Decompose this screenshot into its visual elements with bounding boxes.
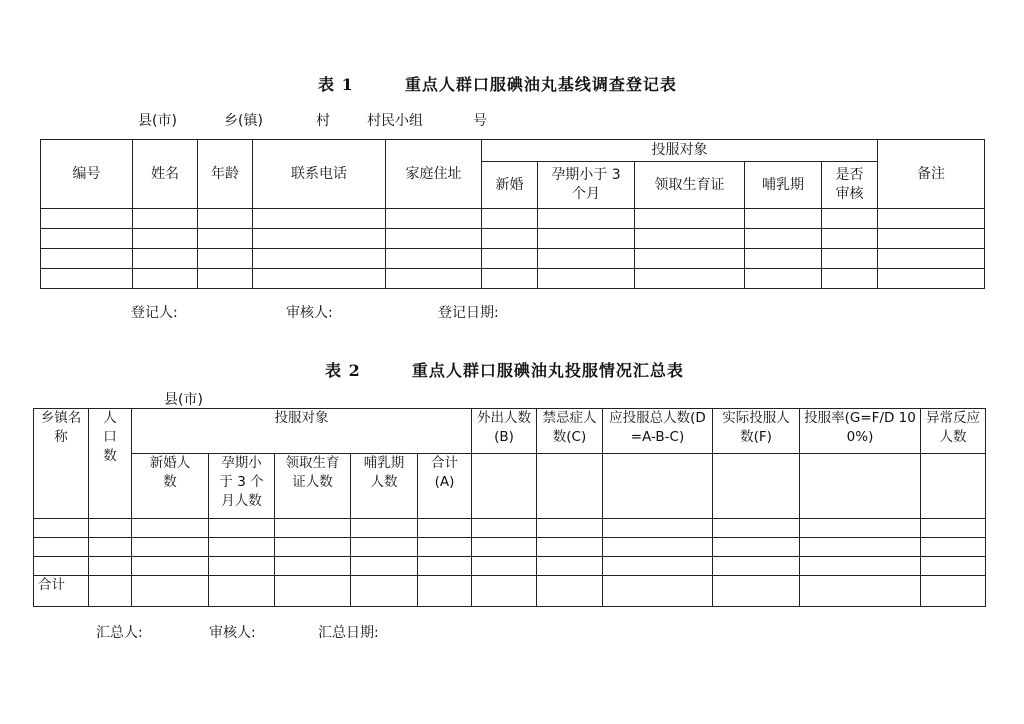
cell[interactable]: [635, 249, 745, 269]
cell[interactable]: [713, 557, 800, 576]
cell[interactable]: [89, 576, 132, 607]
cell[interactable]: [537, 538, 603, 557]
header-phone: 联系电话: [253, 140, 386, 209]
cell[interactable]: [538, 209, 635, 229]
cell[interactable]: [41, 229, 133, 249]
cell[interactable]: [132, 538, 209, 557]
cell[interactable]: [713, 576, 800, 607]
header-abnormal: 异常反应人数: [921, 409, 986, 454]
cell[interactable]: [253, 269, 386, 289]
cell[interactable]: [198, 209, 253, 229]
total-label: 合计: [34, 576, 89, 607]
cell[interactable]: [209, 538, 275, 557]
cell[interactable]: [878, 249, 985, 269]
cell[interactable]: [472, 538, 537, 557]
cell[interactable]: [800, 454, 921, 519]
cell[interactable]: [635, 209, 745, 229]
table1-address-line: [0, 110, 1024, 130]
cell[interactable]: [89, 538, 132, 557]
cell[interactable]: [603, 538, 713, 557]
cell[interactable]: [386, 249, 482, 269]
cell[interactable]: [603, 557, 713, 576]
cell[interactable]: [921, 454, 986, 519]
table1-title-text: 重点人群口服碘油丸基线调查登记表: [404, 75, 677, 94]
cell[interactable]: [351, 538, 418, 557]
cell[interactable]: [209, 519, 275, 538]
cell[interactable]: [878, 229, 985, 249]
header-rate: 投服率(G=F/D 100%): [800, 409, 921, 454]
cell[interactable]: [472, 557, 537, 576]
cell[interactable]: [921, 538, 986, 557]
cell[interactable]: [418, 557, 472, 576]
header-birth-cert-count: 领取生育证人数: [275, 454, 351, 519]
header-migrants: 外出人数(B): [472, 409, 537, 454]
table-row: [41, 229, 985, 249]
cell[interactable]: [418, 538, 472, 557]
header-lactation-count: 哺乳期人数: [351, 454, 418, 519]
village-label: 村: [316, 113, 330, 129]
reviewer-label: 审核人:: [286, 305, 333, 321]
cell[interactable]: [472, 454, 537, 519]
header-newlywed: 新婚: [482, 162, 538, 209]
cell[interactable]: [603, 454, 713, 519]
cell[interactable]: [472, 576, 537, 607]
township-label: 乡(镇): [224, 113, 263, 129]
cell[interactable]: [538, 229, 635, 249]
cell[interactable]: [713, 454, 800, 519]
summary-date-label: 汇总日期:: [318, 625, 379, 641]
cell[interactable]: [41, 269, 133, 289]
cell[interactable]: [133, 249, 198, 269]
header-name: 姓名: [133, 140, 198, 209]
registration-date-label: 登记日期:: [438, 305, 499, 321]
cell[interactable]: [198, 229, 253, 249]
cell[interactable]: [132, 557, 209, 576]
header-pregnant-count: 孕期小于 3 个月人数: [209, 454, 275, 519]
header-id: 编号: [41, 140, 133, 209]
cell[interactable]: [386, 229, 482, 249]
cell[interactable]: [351, 557, 418, 576]
cell[interactable]: [253, 209, 386, 229]
cell[interactable]: [800, 557, 921, 576]
cell[interactable]: [34, 519, 89, 538]
header-birth-cert: 领取生育证: [635, 162, 745, 209]
cell[interactable]: [603, 576, 713, 607]
table-row: [41, 269, 985, 289]
cell[interactable]: [275, 519, 351, 538]
cell[interactable]: [800, 519, 921, 538]
cell[interactable]: [537, 557, 603, 576]
total-row: [34, 576, 986, 607]
registration-table: [40, 139, 985, 289]
cell[interactable]: [198, 249, 253, 269]
cell[interactable]: [482, 269, 538, 289]
table-row: [41, 249, 985, 269]
cell[interactable]: [635, 229, 745, 249]
table1-footer: [0, 302, 1024, 322]
cell[interactable]: [275, 538, 351, 557]
cell[interactable]: [253, 229, 386, 249]
table2-footer: [0, 622, 1024, 642]
header-actual-dose: 实际投服人数(F): [713, 409, 800, 454]
header-population: 人口数: [89, 409, 132, 519]
cell[interactable]: [603, 519, 713, 538]
cell[interactable]: [800, 538, 921, 557]
cell[interactable]: [351, 519, 418, 538]
cell[interactable]: [386, 269, 482, 289]
table-row: [34, 557, 986, 576]
county-label: 县(市): [138, 113, 177, 129]
cell[interactable]: [822, 249, 878, 269]
table2-title: [325, 358, 684, 381]
header-remarks: 备注: [878, 140, 985, 209]
village-group-label: 村民小组: [367, 113, 423, 129]
cell[interactable]: [538, 269, 635, 289]
cell[interactable]: [41, 209, 133, 229]
cell[interactable]: [132, 576, 209, 607]
cell[interactable]: [209, 576, 275, 607]
summary-reviewer-label: 审核人:: [209, 625, 256, 641]
table2-county-label: 县(市): [164, 392, 203, 408]
cell[interactable]: [351, 576, 418, 607]
cell[interactable]: [482, 249, 538, 269]
cell[interactable]: [34, 538, 89, 557]
cell[interactable]: [745, 209, 822, 229]
cell[interactable]: [253, 249, 386, 269]
cell[interactable]: [921, 557, 986, 576]
table-row: [34, 538, 986, 557]
header-newlywed-count: 新婚人数: [132, 454, 209, 519]
cell[interactable]: [745, 229, 822, 249]
cell[interactable]: [482, 209, 538, 229]
cell[interactable]: [822, 209, 878, 229]
table-row: [34, 519, 986, 538]
table1-number: 表 1: [318, 75, 354, 94]
cell[interactable]: [921, 519, 986, 538]
cell[interactable]: [745, 269, 822, 289]
header-should-dose: 应投服总人数(D=A-B-C): [603, 409, 713, 454]
cell[interactable]: [34, 557, 89, 576]
cell[interactable]: [275, 576, 351, 607]
header-township-name: 乡镇名称: [34, 409, 89, 519]
cell[interactable]: [482, 229, 538, 249]
cell[interactable]: [133, 209, 198, 229]
cell[interactable]: [713, 519, 800, 538]
cell[interactable]: [209, 557, 275, 576]
cell[interactable]: [822, 229, 878, 249]
header-address: 家庭住址: [386, 140, 482, 209]
cell[interactable]: [878, 209, 985, 229]
cell[interactable]: [537, 519, 603, 538]
cell[interactable]: [275, 557, 351, 576]
cell[interactable]: [537, 454, 603, 519]
cell[interactable]: [745, 249, 822, 269]
cell[interactable]: [635, 269, 745, 289]
table2-number: 表 2: [325, 361, 361, 380]
cell[interactable]: [41, 249, 133, 269]
cell[interactable]: [822, 269, 878, 289]
summarizer-label: 汇总人:: [96, 625, 143, 641]
header-contraindication: 禁忌症人数(C): [537, 409, 603, 454]
header-lactation: 哺乳期: [745, 162, 822, 209]
cell[interactable]: [713, 538, 800, 557]
table-row: [41, 209, 985, 229]
header-reviewed: 是否审核: [822, 162, 878, 209]
cell[interactable]: [418, 576, 472, 607]
cell[interactable]: [386, 209, 482, 229]
summary-table: [33, 408, 986, 607]
cell[interactable]: [921, 576, 986, 607]
registrar-label: 登记人:: [131, 305, 178, 321]
cell[interactable]: [538, 249, 635, 269]
header-pregnant: 孕期小于 3 个月: [538, 162, 635, 209]
header-target-group: 投服对象: [482, 140, 878, 162]
header-subtotal-a: 合计(A): [418, 454, 472, 519]
header-target-group-2: 投服对象: [132, 409, 472, 454]
house-number-label: 号: [473, 113, 487, 129]
table2-title-text: 重点人群口服碘油丸投服情况汇总表: [411, 361, 684, 380]
cell[interactable]: [198, 269, 253, 289]
cell[interactable]: [132, 519, 209, 538]
table1-title: [318, 72, 677, 95]
cell[interactable]: [537, 576, 603, 607]
cell[interactable]: [418, 519, 472, 538]
header-age: 年龄: [198, 140, 253, 209]
cell[interactable]: [878, 269, 985, 289]
cell[interactable]: [800, 576, 921, 607]
cell[interactable]: [133, 229, 198, 249]
cell[interactable]: [89, 519, 132, 538]
cell[interactable]: [472, 519, 537, 538]
cell[interactable]: [89, 557, 132, 576]
cell[interactable]: [133, 269, 198, 289]
